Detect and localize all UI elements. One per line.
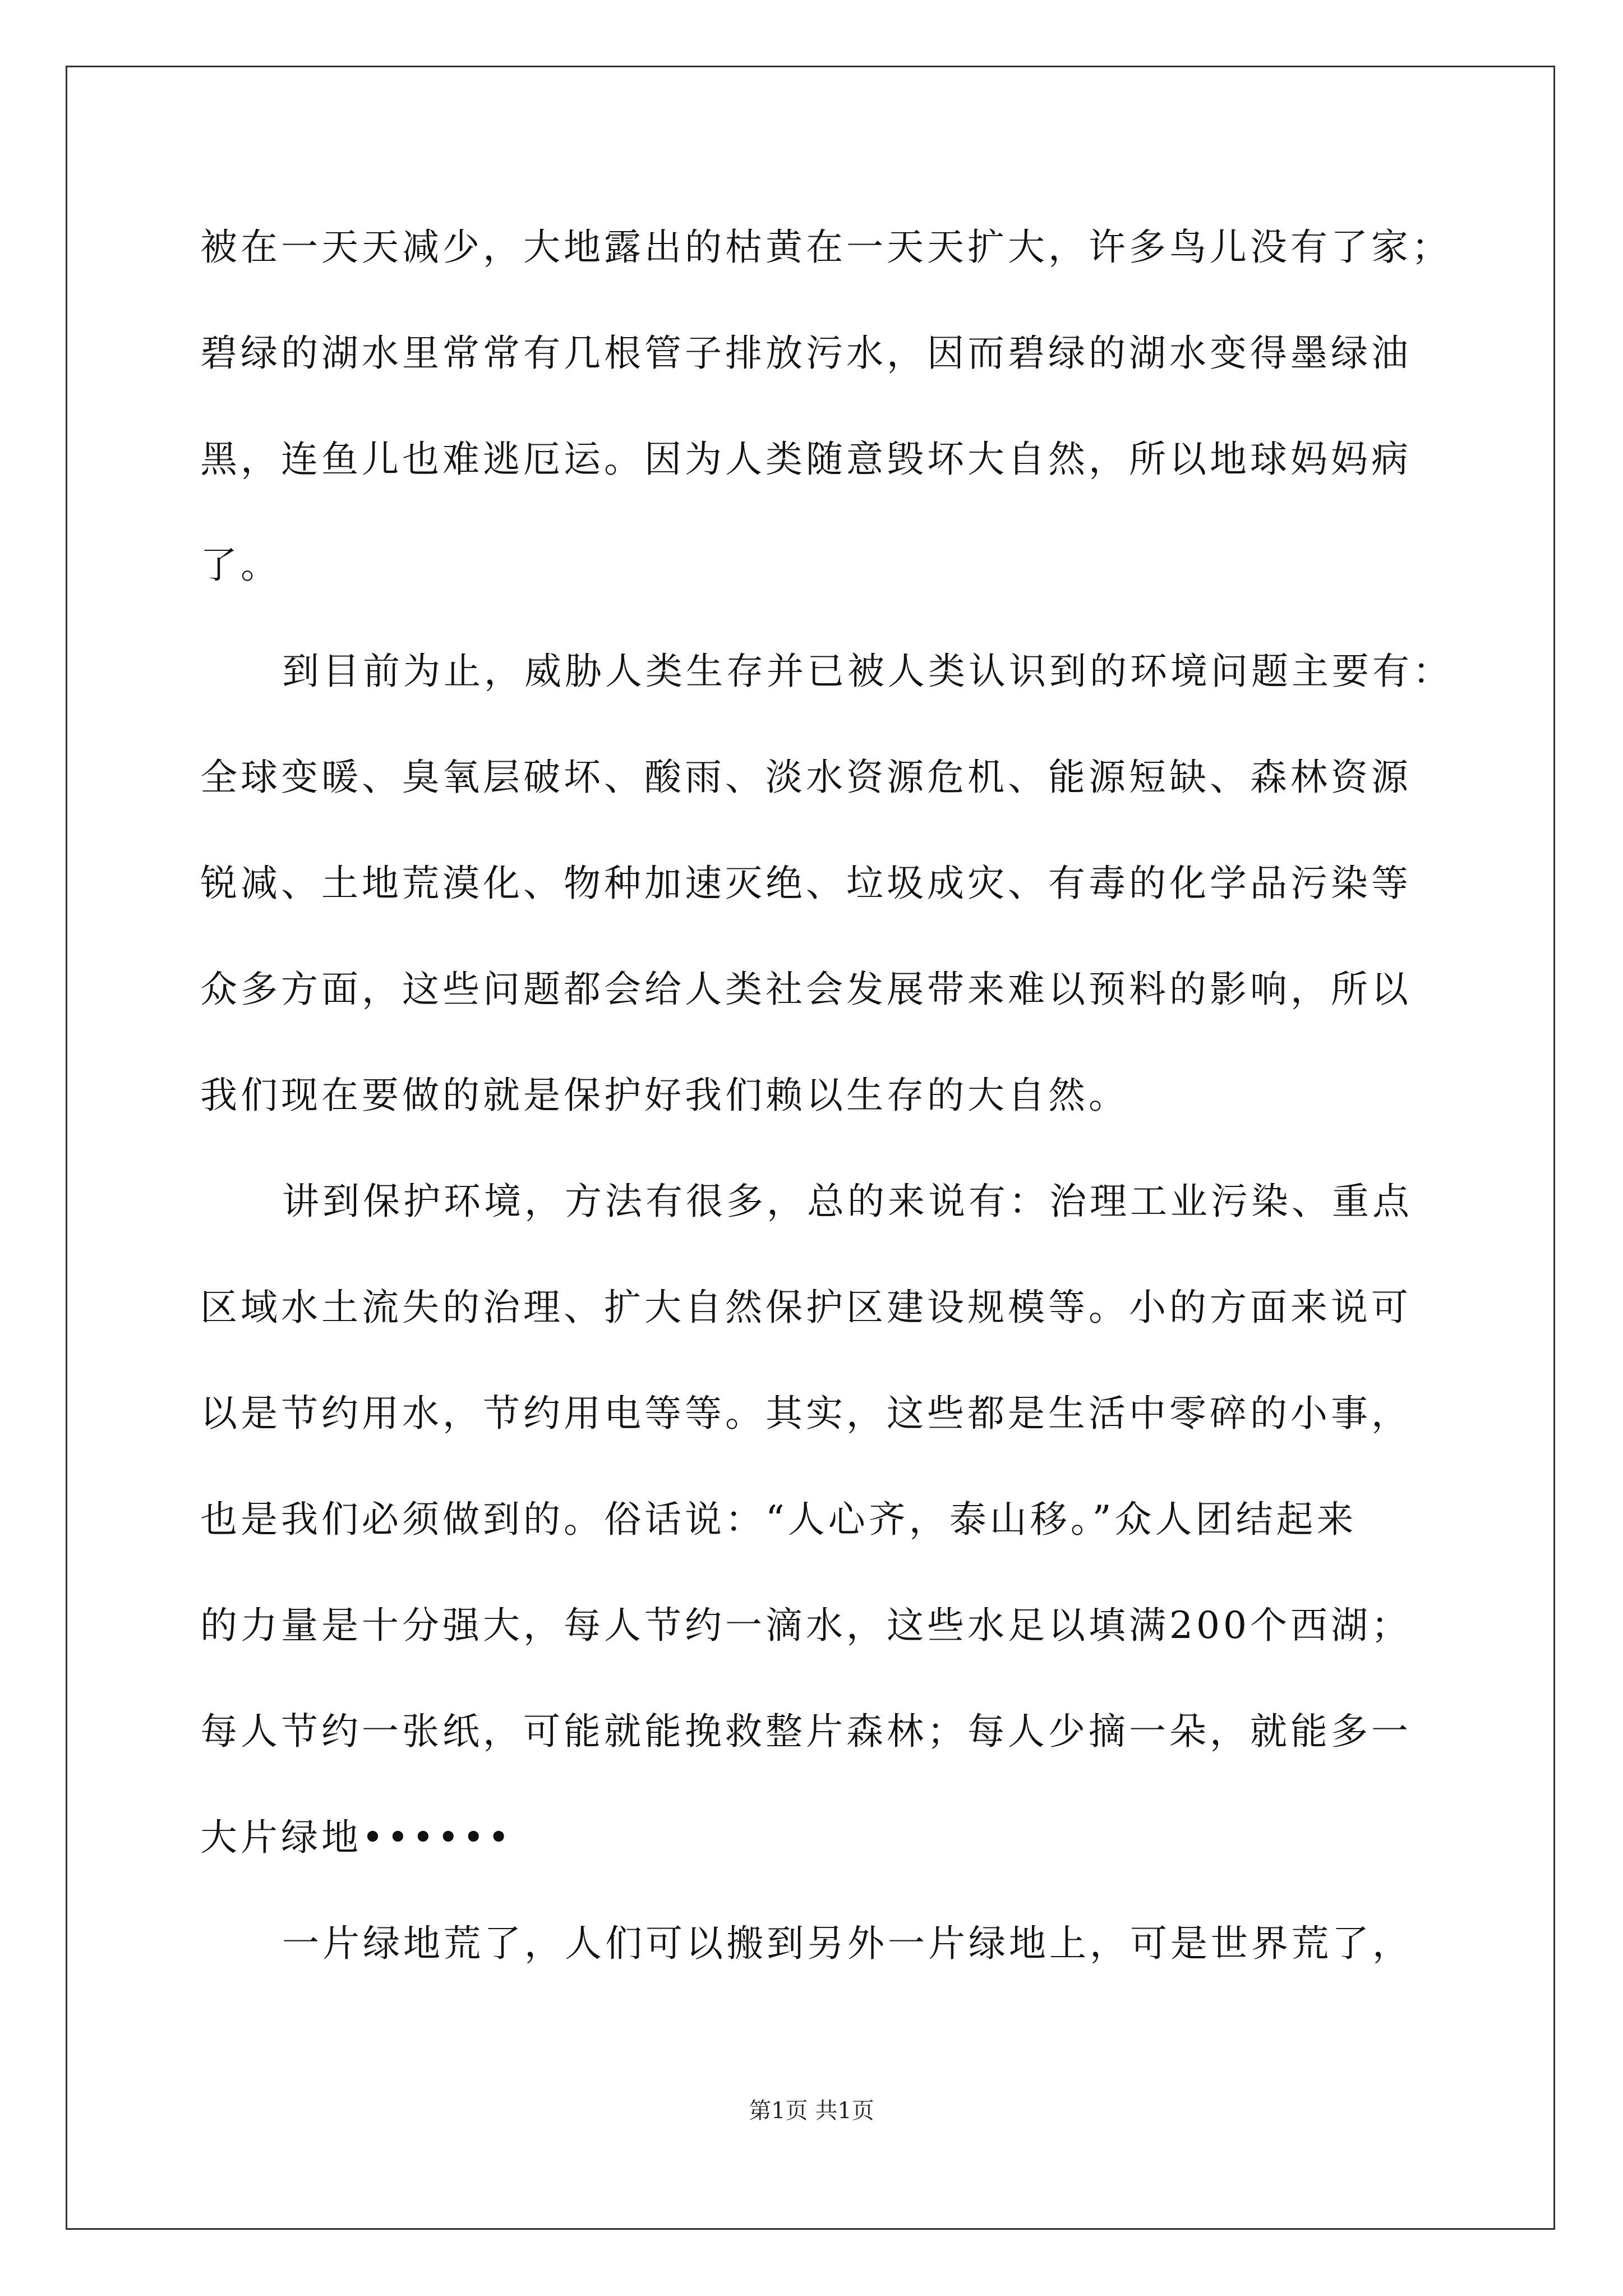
text-line: 讲到保护环境，方法有很多，总的来说有：治理工业污染、重点 (282, 1180, 1413, 1223)
page-footer: 第1页 共1页 (749, 2098, 874, 2124)
text-line: 的力量是十分强大，每人节约一滴水，这些水足以填满200个西湖； (200, 1604, 1412, 1647)
text-line: 大片绿地•••••• (200, 1816, 513, 1859)
page-frame (66, 66, 1555, 2230)
text-line: 以是节约用水，节约用电等等。其实，这些都是生活中零碎的小事， (200, 1392, 1412, 1435)
text-line: 了。 (200, 544, 281, 587)
text-line: 也是我们必须做到的。俗话说：“人心齐，泰山移。”众人团结起来 (200, 1498, 1357, 1541)
text-line: 我们现在要做的就是保护好我们赖以生存的大自然。 (200, 1074, 1129, 1117)
text-line: 碧绿的湖水里常常有几根管子排放污水，因而碧绿的湖水变得墨绿油 (200, 332, 1412, 375)
text-line: 全球变暖、臭氧层破坏、酸雨、淡水资源危机、能源短缺、森林资源 (200, 756, 1412, 799)
text-line: 区域水土流失的治理、扩大自然保护区建设规模等。小的方面来说可 (200, 1286, 1412, 1329)
text-line: 每人节约一张纸，可能就能挽救整片森林；每人少摘一朵，就能多一 (200, 1710, 1412, 1753)
text-line: 一片绿地荒了，人们可以搬到另外一片绿地上，可是世界荒了， (282, 1922, 1413, 1965)
text-line: 黑，连鱼儿也难逃厄运。因为人类随意毁坏大自然，所以地球妈妈病 (200, 438, 1412, 481)
text-line: 被在一天天减少，大地露出的枯黄在一天天扩大，许多鸟儿没有了家； (200, 226, 1452, 269)
text-line: 到目前为止，威胁人类生存并已被人类认识到的环境问题主要有： (282, 650, 1453, 693)
text-line: 锐减、土地荒漠化、物种加速灭绝、垃圾成灾、有毒的化学品污染等 (200, 862, 1412, 905)
text-line: 众多方面，这些问题都会给人类社会发展带来难以预料的影响，所以 (200, 968, 1412, 1011)
